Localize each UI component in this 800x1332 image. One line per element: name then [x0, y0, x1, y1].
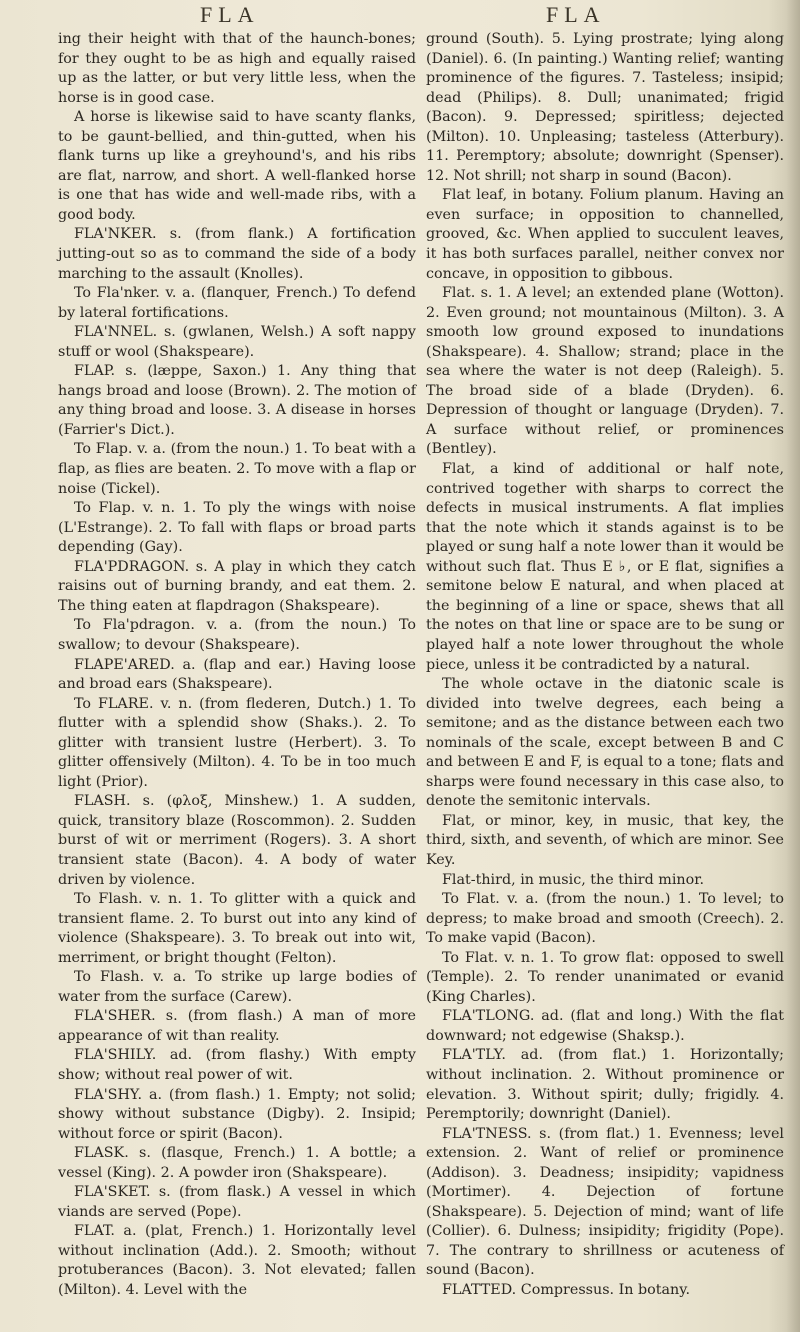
entry-paragraph: Flat, or minor, key, in music, that key, the third, sixth, and seventh, of which are minor. See Key. [426, 812, 784, 868]
entry-paragraph: To FLARE. v. n. (from flederen, Dutch.) 1. To flutter with a splendid show (Shaks.). 2. To glitter with transient lustre (Herbert). 3. To glitter offensively (Milton). 4. To be in too much light (Prior). [58, 695, 416, 790]
entry-paragraph: Flat-third, in music, the third minor. [442, 871, 705, 888]
entry-paragraph: FLA'SHER. s. (from flash.) A man of more appearance of wit than reality. [58, 1008, 416, 1044]
entry-paragraph: FLA'SHILY. ad. (from flashy.) With empty show; without real power of wit. [58, 1047, 416, 1083]
entry-paragraph: FLATTED. Compressus. In botany. [442, 1282, 690, 1298]
right-column [426, 30, 784, 1301]
entry-paragraph: FLA'SKET. s. (from flask.) A vessel in which viands are served (Pope). [58, 1184, 416, 1220]
entry-paragraph: FLA'TLY. ad. (from flat.) 1. Horizontally; without inclination. 2. Without prominence or elevation. 3. Without spirit; dully; frigidly. 4. Peremptorily; downright (Daniel). [426, 1047, 784, 1123]
running-header-left: FLA [200, 2, 260, 27]
entry-paragraph: FLASK. s. (flasque, French.) 1. A bottle; a vessel (King). 2. A powder iron (Shakspeare). [58, 1145, 416, 1181]
entry-paragraph: FLAP. s. (læppe, Saxon.) 1. Any thing that hangs broad and loose (Brown). 2. The motion of any thing broad and loose. 3. A disease in horses (Farrier's Dict.). [58, 363, 416, 438]
running-header-right: FLA [546, 2, 606, 27]
entry-paragraph: To Fla'pdragon. v. a. (from the noun.) To swallow; to devour (Shakspeare). [58, 617, 416, 653]
page-edge-shadow [786, 0, 800, 1332]
entry-paragraph: Flat. s. 1. A level; an extended plane (Wotton). 2. Even ground; not mountainous (Milton). 3. A smooth low ground exposed to inundations (Shakspeare). 4. Shallow; strand; place in the sea where the water is not deep (Raleigh). 5. The broad side of a blade (Dryden). 6. Depression of thought or language (Dryden). 7. A surface without relief, or prominences (Bentley). [426, 285, 784, 458]
entry-paragraph: To Fla'nker. v. a. (flanquer, French.) To defend by lateral fortifications. [58, 285, 416, 321]
entry-paragraph: FLA'SHY. a. (from flash.) 1. Empty; not solid; showy without substance (Digby). 2. Insipid; without force or spirit (Bacon). [58, 1086, 416, 1142]
entry-paragraph: FLA'NNEL. s. (gwlanen, Welsh.) A soft nappy stuff or wool (Shakspeare). [58, 324, 416, 360]
entry-paragraph: FLAT. a. (plat, French.) 1. Horizontally level without inclination (Add.). 2. Smooth; without protuberances (Bacon). 3. Not elevated; fallen (Milton). 4. Level with the [58, 1223, 416, 1298]
entry-paragraph: The whole octave in the diatonic scale is divided into twelve degrees, each being a semitone; and as the distance between each two nominals of the scale, except between B and C and between E and F, is equal to a tone; flats and sharps were found necessary in this case also, to denote the semitonic intervals. [426, 676, 784, 810]
entry-paragraph: To Flash. v. n. 1. To glitter with a quick and transient flame. 2. To burst out into any kind of violence (Shakspeare). 3. To break out into wit, merriment, or bright thought (Felton). [58, 891, 416, 966]
entry-paragraph: FLA'PDRAGON. s. A play in which they catch raisins out of burning brandy, and eat them. 2. The thing eaten at flapdragon (Shakspeare). [58, 558, 416, 614]
entry-paragraph: FLAPE'ARED. a. (flap and ear.) Having loose and broad ears (Shakspeare). [58, 656, 416, 693]
entry-paragraph: To Flap. v. a. (from the noun.) 1. To beat with a flap, as flies are beaten. 2. To move with a flap or noise (Tickel). [58, 441, 416, 497]
entry-paragraph: Flat, a kind of additional or half note, contrived together with sharps to correct the defects in musical instruments. A flat implies that the note which it stands against is to be played or sung half a note lower than it would be without such flat. Thus E ♭, or E flat, signifies a semitone below E natural, and when placed at the beginning of a line or space, shews that all the notes on that line or space are to be sung or played half a note lower throughout the whole piece, unless it be contradicted by a natural. [426, 461, 784, 673]
entry-paragraph: To Flash. v. a. To strike up large bodies of water from the surface (Carew). [58, 969, 416, 1005]
entry-paragraph: Flat leaf, in botany. Folium planum. Having an even surface; in opposition to channelled, grooved, &c. When applied to succulent leaves, it has both surfaces parallel, neither convex nor concave, in opposition to gibbous. [426, 187, 784, 282]
entry-paragraph: A horse is likewise said to have scanty flanks, to be gaunt-bellied, and thin-gutted, when his flank turns up like a greyhound's, and his ribs are flat, narrow, and short. A well-flanked horse is one that has wide and well-made ribs, with a good body. [58, 109, 416, 223]
entry-paragraph: FLA'TNESS. s. (from flat.) 1. Evenness; level extension. 2. Want of relief or prominence (Addison). 3. Deadness; insipidity; vapidness (Mortimer). 4. Dejection of fortune (Shakspeare). 5. Dejection of mind; want of life (Collier). 6. Dulness; insipidity; frigidity (Pope). 7. The contrary to shrillness or acuteness of sound (Bacon). [426, 1125, 784, 1279]
entry-paragraph: FLASH. s. (φλοξ, Minshew.) 1. A sudden, quick, transitory blaze (Roscommon). 2. Sudden burst of wit or merriment (Rogers). 3. A short transient state (Bacon). 4. A body of water driven by violence. [58, 793, 416, 888]
entry-paragraph: To Flap. v. n. 1. To ply the wings with noise (L'Estrange). 2. To fall with flaps or broad parts depending (Gay). [58, 500, 416, 556]
entry-paragraph: To Flat. v. a. (from the noun.) 1. To level; to depress; to make broad and smooth (Creech). 2. To make vapid (Bacon). [426, 891, 784, 947]
entry-paragraph: To Flat. v. n. 1. To grow flat: opposed to swell (Temple). 2. To render unanimated or evanid (King Charles). [426, 949, 784, 1005]
entry-paragraph: ground (South). 5. Lying prostrate; lying along (Daniel). 6. (In painting.) Wanting relief; wanting prominence of the figures. 7. Tasteless; insipid; dead (Philips). 8. Dull; unanimated; frigid (Bacon). 9. Depressed; spiritless; dejected (Milton). 10. Unpleasing; tasteless (Atterbury). 11. Peremptory; absolute; downright (Spenser). 12. Not shrill; not sharp in sound (Bacon). [426, 31, 784, 184]
left-column [58, 30, 416, 1301]
entry-paragraph: ing their height with that of the haunch-bones; for they ought to be as high and equally raised up as the latter, or but very little less, when the horse is in good case. [58, 31, 416, 106]
entry-paragraph: FLA'NKER. s. (from flank.) A fortification jutting-out so as to command the side of a body marching to the assault (Knolles). [58, 226, 416, 282]
entry-paragraph: FLA'TLONG. ad. (flat and long.) With the flat downward; not edgewise (Shaksp.). [426, 1008, 784, 1044]
